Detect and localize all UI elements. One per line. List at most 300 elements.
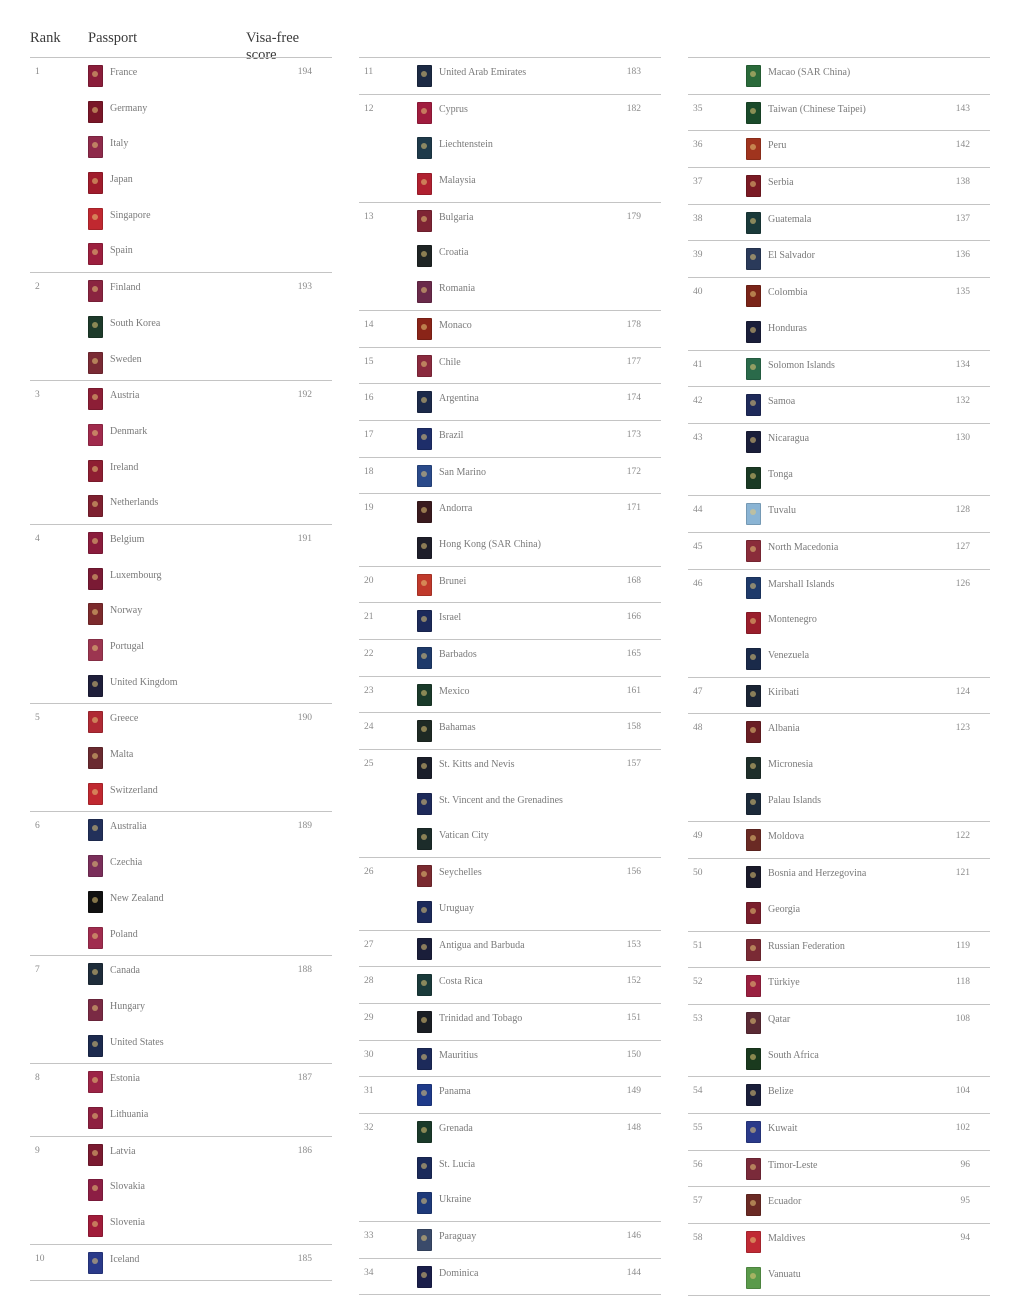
- passport-cover-icon: [746, 1158, 761, 1180]
- visa-free-score: 191: [297, 533, 312, 544]
- passport-cover-icon: [88, 280, 103, 302]
- passport-cover-icon: [88, 747, 103, 769]
- country-name: Belgium: [110, 533, 145, 545]
- passport-cover-icon: [88, 711, 103, 733]
- visa-free-score: 94: [960, 1233, 970, 1243]
- rank-number: 48: [693, 723, 703, 734]
- country-name: Estonia: [110, 1073, 140, 1085]
- table-row: [359, 202, 661, 239]
- table-row: [30, 1100, 332, 1136]
- visa-free-score: 179: [626, 211, 641, 222]
- table-row: [30, 776, 332, 812]
- table-row: [30, 236, 332, 272]
- visa-free-score: 104: [955, 1086, 970, 1097]
- visa-free-score: 128: [955, 505, 970, 516]
- country-name: United States: [110, 1036, 164, 1048]
- country-name: Montenegro: [768, 614, 817, 626]
- country-name: St. Kitts and Nevis: [439, 759, 515, 771]
- passport-cover-icon: [417, 938, 432, 960]
- visa-free-score: 126: [955, 578, 970, 589]
- rank-number: 58: [693, 1233, 703, 1243]
- passport-cover-icon: [417, 281, 432, 303]
- passport-cover-icon: [88, 891, 103, 913]
- rank-number: 47: [693, 686, 703, 697]
- table-row: [688, 967, 990, 1004]
- table-row: [688, 130, 990, 167]
- table-row: [688, 423, 990, 460]
- table-row: [30, 703, 332, 740]
- table-row: [359, 821, 661, 857]
- visa-free-score: 119: [956, 940, 970, 951]
- country-name: Argentina: [439, 393, 479, 405]
- table-row: [30, 165, 332, 201]
- table-row: [688, 931, 990, 968]
- passport-cover-icon: [417, 684, 432, 706]
- country-name: Netherlands: [110, 497, 159, 509]
- country-name: Guatemala: [768, 213, 812, 225]
- passport-cover-icon: [88, 243, 103, 265]
- table-row: [359, 130, 661, 166]
- passport-cover-icon: [88, 783, 103, 805]
- table-row: [688, 204, 990, 241]
- table-row: [688, 1076, 990, 1113]
- country-name: Panama: [439, 1086, 471, 1098]
- visa-free-score: 189: [297, 821, 312, 832]
- passport-cover-icon: [88, 460, 103, 482]
- visa-free-score: 149: [626, 1086, 641, 1097]
- rank-number: 6: [35, 821, 40, 832]
- country-name: Seychelles: [439, 867, 482, 879]
- rank-number: 19: [364, 503, 374, 514]
- visa-free-score: 138: [955, 177, 970, 188]
- visa-free-score: 146: [626, 1231, 641, 1241]
- rank-number: 26: [364, 867, 374, 878]
- table-row: [688, 167, 990, 204]
- country-name: United Arab Emirates: [439, 67, 527, 78]
- passport-cover-icon: [417, 865, 432, 887]
- table-row: [359, 1150, 661, 1186]
- table-row: [359, 1040, 661, 1077]
- visa-free-score: 136: [955, 250, 970, 261]
- rank-number: 42: [693, 396, 703, 407]
- table-row: [359, 383, 661, 420]
- passport-cover-icon: [88, 963, 103, 985]
- table-row: [688, 605, 990, 641]
- table-row: [688, 1186, 990, 1223]
- passport-cover-icon: [88, 532, 103, 554]
- rank-number: 14: [364, 319, 374, 330]
- table-row: [359, 1221, 661, 1258]
- passport-cover-icon: [417, 501, 432, 523]
- country-name: St. Vincent and the Grenadines: [439, 794, 563, 806]
- country-name: Tonga: [768, 468, 793, 480]
- table-row: [688, 821, 990, 858]
- country-name: North Macedonia: [768, 541, 839, 553]
- passport-cover-icon: [88, 136, 103, 158]
- passport-cover-icon: [88, 819, 103, 841]
- table-row: [30, 920, 332, 956]
- visa-free-score: 157: [626, 759, 641, 770]
- country-name: Serbia: [768, 177, 794, 189]
- rank-number: 24: [364, 722, 374, 733]
- country-name: St. Lucia: [439, 1158, 476, 1170]
- ranking-column-3: [688, 57, 990, 1296]
- visa-free-score: 188: [297, 965, 312, 976]
- country-name: Barbados: [439, 649, 477, 660]
- passport-cover-icon: [746, 394, 761, 416]
- country-name: Antigua and Barbuda: [439, 939, 525, 951]
- passport-cover-icon: [417, 210, 432, 232]
- table-row: [359, 166, 661, 202]
- passport-cover-icon: [746, 721, 761, 743]
- passport-cover-icon: [88, 603, 103, 625]
- passport-cover-icon: [746, 757, 761, 779]
- visa-free-score: 118: [956, 977, 970, 988]
- rank-number: 5: [35, 713, 40, 724]
- visa-free-score: 122: [955, 831, 970, 842]
- table-row: [359, 930, 661, 967]
- country-name: Iceland: [110, 1253, 140, 1265]
- country-name: United Kingdom: [110, 676, 178, 688]
- table-row: [359, 457, 661, 494]
- table-row: [30, 453, 332, 489]
- rank-number: 27: [364, 939, 374, 950]
- table-row: [688, 1150, 990, 1187]
- passport-cover-icon: [88, 208, 103, 230]
- country-name: Ukraine: [439, 1194, 472, 1206]
- passport-cover-icon: [746, 1194, 761, 1216]
- country-name: Bulgaria: [439, 211, 474, 223]
- country-name: San Marino: [439, 466, 486, 478]
- passport-cover-icon: [746, 358, 761, 380]
- table-row: [359, 1185, 661, 1221]
- passport-cover-icon: [746, 975, 761, 997]
- passport-cover-icon: [417, 102, 432, 124]
- table-row: [359, 420, 661, 457]
- passport-cover-icon: [88, 1215, 103, 1237]
- passport-cover-icon: [746, 829, 761, 851]
- country-name: Greece: [110, 713, 139, 725]
- table-row: [688, 495, 990, 532]
- ranking-column-1: [30, 57, 332, 1281]
- country-name: Costa Rica: [439, 976, 483, 988]
- passport-cover-icon: [746, 793, 761, 815]
- visa-free-score: 108: [955, 1013, 970, 1024]
- country-name: Mauritius: [439, 1049, 478, 1061]
- rank-number: 56: [693, 1159, 703, 1170]
- rank-number: 50: [693, 868, 703, 879]
- passport-cover-icon: [417, 793, 432, 815]
- country-name: Spain: [110, 245, 133, 257]
- visa-free-score: 144: [626, 1267, 641, 1278]
- visa-free-score: 186: [297, 1145, 312, 1156]
- table-row: [688, 895, 990, 931]
- rank-number: 37: [693, 177, 703, 188]
- country-name: Monaco: [439, 319, 472, 331]
- rank-number: 41: [693, 359, 703, 370]
- table-row: [359, 676, 661, 713]
- visa-free-score: 135: [955, 287, 970, 298]
- rank-header: Rank: [30, 30, 61, 46]
- passport-cover-icon: [417, 1048, 432, 1070]
- table-row: [688, 94, 990, 131]
- table-row: [688, 786, 990, 822]
- country-name: Malta: [110, 749, 134, 761]
- visa-free-score: 102: [955, 1122, 970, 1133]
- country-name: Tuvalu: [768, 505, 796, 517]
- country-name: Croatia: [439, 247, 469, 259]
- table-row: [30, 955, 332, 992]
- country-name: Macao (SAR China): [768, 67, 851, 78]
- rank-number: 22: [364, 649, 374, 659]
- table-row: [359, 566, 661, 603]
- country-name: Solomon Islands: [768, 359, 835, 371]
- passport-cover-icon: [417, 1084, 432, 1106]
- visa-free-score: 187: [297, 1073, 312, 1084]
- table-row: [688, 57, 990, 94]
- table-row: [30, 1244, 332, 1282]
- score-header: Visa-free score: [246, 30, 300, 63]
- rank-number: 17: [364, 429, 374, 440]
- country-name: Georgia: [768, 903, 801, 915]
- table-row: [359, 1258, 661, 1296]
- country-name: Türkiye: [768, 977, 800, 989]
- visa-free-score: 178: [626, 319, 641, 330]
- country-name: Belize: [768, 1086, 794, 1098]
- table-row: [30, 992, 332, 1028]
- table-row: [30, 632, 332, 668]
- visa-free-score: 158: [626, 722, 641, 733]
- passport-cover-icon: [417, 318, 432, 340]
- table-row: [359, 712, 661, 749]
- visa-free-score: 124: [955, 686, 970, 697]
- visa-free-score: 173: [626, 429, 641, 440]
- country-name: Australia: [110, 821, 147, 833]
- passport-cover-icon: [417, 901, 432, 923]
- passport-cover-icon: [746, 175, 761, 197]
- visa-free-score: 127: [955, 541, 970, 552]
- rank-number: 43: [693, 432, 703, 443]
- passport-cover-icon: [88, 495, 103, 517]
- visa-free-score: 156: [626, 867, 641, 878]
- table-row: [359, 1076, 661, 1113]
- visa-free-score: 121: [955, 868, 970, 879]
- passport-cover-icon: [746, 1267, 761, 1289]
- table-row: [30, 811, 332, 848]
- country-name: Israel: [439, 612, 462, 624]
- rank-number: 7: [35, 965, 40, 976]
- table-row: [359, 1113, 661, 1150]
- table-row: [359, 530, 661, 566]
- country-name: Hong Kong (SAR China): [439, 538, 541, 550]
- country-name: Brunei: [439, 575, 467, 587]
- country-name: Norway: [110, 605, 143, 617]
- passport-cover-icon: [417, 65, 432, 87]
- table-header: [30, 30, 332, 63]
- country-name: Canada: [110, 965, 140, 977]
- passport-cover-icon: [746, 902, 761, 924]
- table-row: [359, 347, 661, 384]
- country-name: Malaysia: [439, 175, 476, 187]
- passport-cover-icon: [746, 1048, 761, 1070]
- country-name: Japan: [110, 174, 133, 186]
- country-name: Honduras: [768, 322, 807, 334]
- passport-cover-icon: [417, 1121, 432, 1143]
- country-name: Timor-Leste: [768, 1159, 818, 1171]
- passport-cover-icon: [88, 352, 103, 374]
- visa-free-score: 168: [626, 575, 641, 586]
- passport-cover-icon: [417, 428, 432, 450]
- country-name: Bosnia and Herzegovina: [768, 868, 867, 880]
- country-name: Uruguay: [439, 902, 474, 914]
- rank-number: 21: [364, 612, 374, 623]
- passport-cover-icon: [746, 1012, 761, 1034]
- passport-cover-icon: [88, 388, 103, 410]
- visa-free-score: 130: [955, 432, 970, 443]
- country-name: Chile: [439, 356, 461, 368]
- passport-cover-icon: [88, 316, 103, 338]
- passport-cover-icon: [417, 574, 432, 596]
- visa-free-score: 182: [626, 103, 641, 114]
- country-name: Luxembourg: [110, 569, 162, 581]
- rank-number: 10: [35, 1253, 45, 1264]
- country-name: Ecuador: [768, 1196, 802, 1208]
- passport-cover-icon: [417, 137, 432, 159]
- rank-number: 53: [693, 1013, 703, 1024]
- visa-free-score: 95: [960, 1196, 970, 1207]
- country-name: Venezuela: [768, 650, 810, 661]
- passport-cover-icon: [417, 610, 432, 632]
- passport-cover-icon: [746, 138, 761, 160]
- country-name: Hungary: [110, 1000, 145, 1012]
- rank-number: 31: [364, 1086, 374, 1097]
- country-name: Moldova: [768, 831, 805, 843]
- table-row: [688, 314, 990, 350]
- table-row: [30, 309, 332, 345]
- table-row: [359, 857, 661, 894]
- rank-number: 51: [693, 940, 703, 951]
- country-name: Palau Islands: [768, 794, 822, 806]
- passport-cover-icon: [417, 465, 432, 487]
- passport-cover-icon: [417, 173, 432, 195]
- country-name: Austria: [110, 390, 140, 402]
- table-row: [359, 238, 661, 274]
- passport-cover-icon: [746, 1231, 761, 1253]
- country-name: Kuwait: [768, 1122, 798, 1134]
- table-row: [688, 750, 990, 786]
- passport-cover-icon: [417, 1157, 432, 1179]
- country-name: Ireland: [110, 461, 139, 473]
- country-name: Czechia: [110, 857, 143, 869]
- table-row: [359, 274, 661, 310]
- passport-cover-icon: [746, 685, 761, 707]
- country-name: France: [110, 67, 138, 78]
- country-name: Bahamas: [439, 722, 476, 734]
- passport-cover-icon: [417, 974, 432, 996]
- passport-cover-icon: [746, 102, 761, 124]
- passport-cover-icon: [417, 355, 432, 377]
- table-row: [359, 602, 661, 639]
- table-row: [359, 894, 661, 930]
- visa-free-score: 148: [626, 1122, 641, 1133]
- table-row: [359, 966, 661, 1003]
- visa-free-score: 177: [626, 356, 641, 367]
- passport-cover-icon: [746, 648, 761, 670]
- country-name: Liechtenstein: [439, 139, 493, 151]
- table-row: [688, 1004, 990, 1041]
- country-name: Andorra: [439, 503, 473, 515]
- passport-cover-icon: [417, 1011, 432, 1033]
- country-name: Nicaragua: [768, 432, 810, 444]
- visa-free-score: 190: [297, 713, 312, 724]
- table-row: [688, 460, 990, 496]
- table-row: [688, 641, 990, 677]
- visa-free-score: 96: [960, 1159, 970, 1170]
- country-name: El Salvador: [768, 250, 815, 262]
- passport-header: Passport: [88, 30, 138, 46]
- rank-number: 40: [693, 287, 703, 298]
- country-name: Italy: [110, 138, 129, 150]
- country-name: Switzerland: [110, 784, 158, 796]
- table-row: [359, 786, 661, 822]
- visa-free-score: 172: [626, 466, 641, 477]
- passport-cover-icon: [746, 431, 761, 453]
- country-name: Marshall Islands: [768, 578, 835, 590]
- table-row: [30, 94, 332, 130]
- table-row: [30, 272, 332, 309]
- table-row: [359, 749, 661, 786]
- table-row: [30, 884, 332, 920]
- passport-cover-icon: [88, 675, 103, 697]
- visa-free-score: 161: [626, 685, 641, 696]
- passport-cover-icon: [417, 391, 432, 413]
- passport-cover-icon: [88, 999, 103, 1021]
- country-name: New Zealand: [110, 892, 164, 904]
- country-name: Lithuania: [110, 1108, 149, 1120]
- rank-number: 52: [693, 977, 703, 988]
- table-row: [30, 345, 332, 381]
- table-row: [30, 57, 332, 94]
- passport-cover-icon: [417, 757, 432, 779]
- table-row: [688, 1223, 990, 1260]
- country-name: Mexico: [439, 685, 470, 697]
- visa-free-score: 192: [297, 390, 312, 401]
- rank-number: 44: [693, 505, 703, 516]
- rank-number: 8: [35, 1073, 40, 1084]
- rank-number: 23: [364, 685, 374, 696]
- passport-cover-icon: [746, 503, 761, 525]
- rank-number: 9: [35, 1145, 40, 1156]
- visa-free-score: 174: [626, 393, 641, 404]
- rank-number: 30: [364, 1049, 374, 1060]
- passport-cover-icon: [746, 577, 761, 599]
- table-row: [688, 532, 990, 569]
- country-name: Kiribati: [768, 686, 800, 698]
- table-row: [688, 1113, 990, 1150]
- visa-free-score: 152: [626, 976, 641, 987]
- table-row: [688, 1041, 990, 1077]
- visa-free-score: 142: [955, 140, 970, 151]
- passport-cover-icon: [417, 1192, 432, 1214]
- passport-cover-icon: [417, 1266, 432, 1288]
- passport-cover-icon: [88, 639, 103, 661]
- passport-cover-icon: [746, 612, 761, 634]
- country-name: Germany: [110, 102, 148, 114]
- country-name: Micronesia: [768, 759, 813, 771]
- rank-number: 28: [364, 976, 374, 987]
- rank-number: 39: [693, 250, 703, 261]
- table-row: [30, 1172, 332, 1208]
